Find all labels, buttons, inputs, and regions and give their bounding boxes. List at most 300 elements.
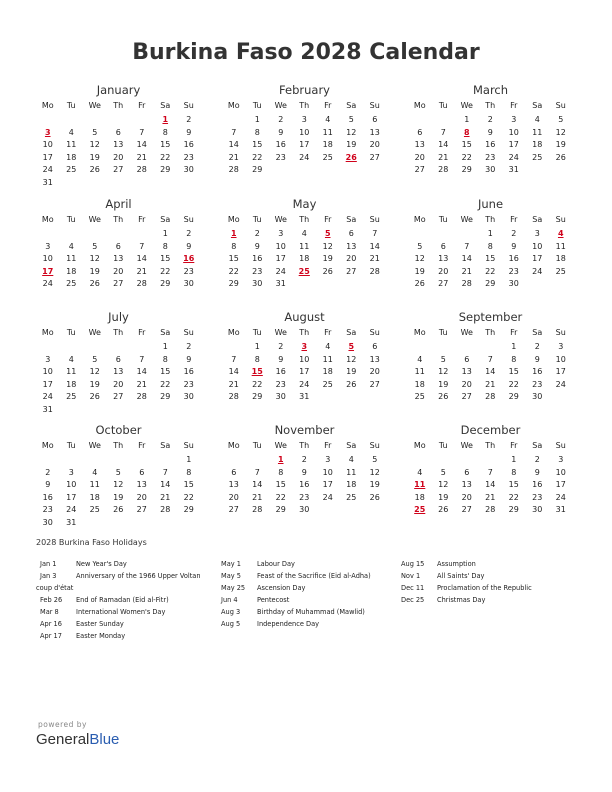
day-cell: 8 bbox=[487, 241, 493, 251]
week-row bbox=[36, 454, 201, 467]
page-title: Burkina Faso 2028 Calendar bbox=[132, 40, 480, 65]
holiday-date: Jan 1 bbox=[40, 560, 57, 568]
weekday-label: Su bbox=[369, 215, 380, 224]
weekday-label: Tu bbox=[66, 441, 76, 450]
holiday-name: Independence Day bbox=[257, 620, 320, 628]
day-cell: 8 bbox=[186, 467, 192, 477]
weekday-label: Fr bbox=[324, 215, 332, 224]
day-cell: 4 bbox=[348, 455, 354, 464]
day-cell: 16 bbox=[532, 367, 543, 376]
day-cell: 3 bbox=[45, 354, 51, 364]
day-cell: 11 bbox=[346, 467, 357, 477]
day-cell: 24 bbox=[42, 392, 53, 401]
day-cell: 15 bbox=[508, 480, 519, 489]
weekday-header bbox=[36, 438, 201, 454]
day-cell: 11 bbox=[322, 127, 333, 137]
holiday-date: Feb 26 bbox=[40, 596, 63, 604]
day-cell: 20 bbox=[113, 152, 124, 162]
day-cell: 24 bbox=[275, 266, 286, 276]
day-cell: 10 bbox=[42, 254, 53, 263]
day-cell: 1 bbox=[162, 229, 168, 238]
weekday-label: Tu bbox=[252, 328, 262, 337]
weekday-label: We bbox=[88, 215, 101, 224]
day-cell: 1 bbox=[162, 342, 168, 351]
day-cell: 27 bbox=[414, 165, 425, 174]
day-cell: 19 bbox=[89, 266, 100, 276]
day-cell: 25 bbox=[555, 266, 566, 276]
day-cell: 18 bbox=[555, 254, 566, 263]
generalblue-logo[interactable] bbox=[36, 731, 119, 748]
holiday-name: Christmas Day bbox=[437, 596, 486, 604]
empty-day-cell bbox=[293, 278, 317, 291]
week-row bbox=[222, 341, 387, 354]
day-cell: 1 bbox=[254, 342, 260, 351]
weekday-label: Tu bbox=[438, 101, 448, 110]
day-cell: 14 bbox=[136, 367, 147, 376]
day-cell: 7 bbox=[464, 241, 470, 251]
day-cell: 28 bbox=[438, 165, 449, 174]
month-august bbox=[222, 309, 387, 404]
day-cell: 8 bbox=[254, 354, 260, 364]
holiday-item bbox=[40, 630, 201, 642]
day-cell: 29 bbox=[183, 505, 194, 514]
weekday-label: Fr bbox=[510, 328, 518, 337]
day-cell: 31 bbox=[66, 517, 77, 527]
holiday-name: Birthday of Muhammad (Mawlid) bbox=[257, 608, 365, 616]
empty-day-cell bbox=[293, 164, 317, 177]
day-cell: 9 bbox=[186, 127, 192, 137]
day-cell: 26 bbox=[322, 266, 333, 276]
empty-day-cell bbox=[222, 114, 246, 127]
day-cell: 9 bbox=[45, 480, 51, 489]
holiday-item bbox=[401, 558, 532, 570]
day-cell: 25 bbox=[89, 505, 100, 514]
empty-day-cell bbox=[36, 114, 60, 127]
day-cell: 6 bbox=[440, 241, 446, 251]
day-cell: 20 bbox=[113, 266, 124, 276]
day-cell: 2 bbox=[278, 342, 284, 351]
weekday-label: Fr bbox=[510, 101, 518, 110]
day-cell: 1 bbox=[186, 455, 192, 464]
day-cell: 11 bbox=[66, 140, 77, 149]
empty-day-cell bbox=[549, 391, 573, 404]
day-cell: 6 bbox=[139, 467, 145, 477]
day-cell: 19 bbox=[89, 379, 100, 389]
day-cell: 22 bbox=[508, 379, 519, 389]
day-cell: 25 bbox=[346, 492, 357, 502]
weekday-label: Th bbox=[113, 215, 124, 224]
holiday-date: Aug 15 bbox=[401, 560, 425, 568]
day-cell: 8 bbox=[162, 241, 168, 251]
day-cell: 21 bbox=[228, 379, 239, 389]
empty-day-cell bbox=[60, 114, 84, 127]
weekday-label: Tu bbox=[66, 215, 76, 224]
empty-day-cell bbox=[154, 454, 178, 467]
day-cell: 23 bbox=[532, 492, 543, 502]
holiday-item bbox=[221, 618, 371, 630]
day-cell: 28 bbox=[485, 392, 496, 401]
day-cell: 17 bbox=[532, 254, 543, 263]
day-cell: 30 bbox=[183, 392, 194, 401]
day-cell: 12 bbox=[346, 354, 357, 364]
weekday-label: Th bbox=[113, 441, 124, 450]
empty-day-cell bbox=[154, 517, 178, 530]
day-cell: 22 bbox=[160, 379, 171, 389]
day-cell: 6 bbox=[348, 229, 354, 238]
holiday-day-cell: 8 bbox=[463, 127, 470, 137]
empty-day-cell bbox=[526, 164, 550, 177]
weekday-label: Mo bbox=[41, 101, 54, 110]
holiday-day-cell: 5 bbox=[348, 342, 355, 351]
month-name: May bbox=[292, 197, 317, 211]
empty-day-cell bbox=[83, 341, 107, 354]
empty-day-cell bbox=[130, 404, 154, 417]
week-row bbox=[36, 278, 201, 291]
week-row bbox=[408, 379, 573, 392]
weekday-header bbox=[222, 438, 387, 454]
day-cell: 12 bbox=[438, 367, 449, 376]
day-cell: 6 bbox=[231, 467, 237, 477]
day-cell: 18 bbox=[89, 492, 100, 502]
day-cell: 12 bbox=[89, 254, 100, 263]
weekday-label: Th bbox=[485, 441, 496, 450]
weekday-label: We bbox=[274, 328, 287, 337]
week-row bbox=[408, 492, 573, 505]
day-cell: 13 bbox=[136, 480, 147, 489]
week-row bbox=[222, 266, 387, 279]
holiday-item bbox=[36, 582, 201, 594]
month-february bbox=[222, 82, 387, 177]
weekday-label: Tu bbox=[438, 328, 448, 337]
month-name: July bbox=[108, 310, 129, 324]
day-cell: 3 bbox=[325, 455, 331, 464]
holiday-day-cell: 15 bbox=[251, 367, 263, 376]
day-cell: 7 bbox=[487, 354, 493, 364]
day-cell: 22 bbox=[461, 152, 472, 162]
week-row bbox=[408, 114, 573, 127]
day-cell: 3 bbox=[534, 229, 540, 238]
day-cell: 13 bbox=[228, 480, 239, 489]
weekday-label: We bbox=[88, 328, 101, 337]
weekday-label: Su bbox=[369, 441, 380, 450]
week-row bbox=[408, 228, 573, 241]
powered-by-text: powered by bbox=[38, 720, 87, 729]
week-row bbox=[408, 253, 573, 266]
holiday-date: Mar 8 bbox=[40, 608, 59, 616]
empty-day-cell bbox=[36, 228, 60, 241]
day-cell: 21 bbox=[461, 266, 472, 276]
day-cell: 14 bbox=[252, 480, 263, 489]
weekday-label: Sa bbox=[346, 441, 357, 450]
day-cell: 2 bbox=[45, 467, 51, 477]
day-cell: 29 bbox=[228, 279, 239, 288]
weekday-label: Fr bbox=[138, 328, 146, 337]
day-cell: 4 bbox=[68, 354, 74, 364]
day-cell: 8 bbox=[231, 241, 237, 251]
weekday-label: Mo bbox=[227, 101, 240, 110]
empty-day-cell bbox=[340, 504, 364, 517]
day-cell: 6 bbox=[372, 115, 378, 124]
day-cell: 28 bbox=[369, 266, 380, 276]
empty-day-cell bbox=[455, 341, 479, 354]
day-cell: 24 bbox=[299, 379, 310, 389]
empty-day-cell bbox=[340, 391, 364, 404]
week-row bbox=[408, 467, 573, 480]
day-cell: 5 bbox=[440, 467, 446, 477]
day-cell: 4 bbox=[68, 127, 74, 137]
week-row bbox=[36, 152, 201, 165]
day-cell: 10 bbox=[322, 467, 333, 477]
empty-day-cell bbox=[107, 404, 131, 417]
day-cell: 14 bbox=[461, 254, 472, 263]
empty-day-cell bbox=[526, 278, 550, 291]
weekday-label: Su bbox=[555, 215, 566, 224]
day-cell: 7 bbox=[231, 127, 237, 137]
day-cell: 2 bbox=[301, 455, 307, 464]
day-cell: 27 bbox=[369, 152, 380, 162]
day-cell: 30 bbox=[508, 279, 519, 288]
day-cell: 3 bbox=[45, 241, 51, 251]
week-row bbox=[36, 228, 201, 241]
weekday-label: We bbox=[460, 101, 473, 110]
day-cell: 20 bbox=[414, 152, 425, 162]
weekday-label: Tu bbox=[66, 328, 76, 337]
day-cell: 21 bbox=[160, 492, 171, 502]
weekday-label: Fr bbox=[324, 101, 332, 110]
weekday-label: Tu bbox=[438, 215, 448, 224]
day-cell: 12 bbox=[346, 127, 357, 137]
empty-day-cell bbox=[222, 454, 246, 467]
day-cell: 16 bbox=[532, 480, 543, 489]
day-cell: 29 bbox=[485, 279, 496, 288]
weekday-label: Sa bbox=[532, 328, 543, 337]
holiday-date: Jan 3 bbox=[40, 572, 57, 580]
holidays-title: 2028 Burkina Faso Holidays bbox=[36, 538, 147, 547]
day-cell: 8 bbox=[162, 127, 168, 137]
day-cell: 6 bbox=[115, 127, 121, 137]
week-row bbox=[36, 492, 201, 505]
holiday-item bbox=[40, 558, 201, 570]
month-name: November bbox=[274, 423, 335, 437]
weekday-label: Mo bbox=[413, 328, 426, 337]
weekday-label: Su bbox=[183, 215, 194, 224]
day-cell: 2 bbox=[534, 455, 540, 464]
empty-day-cell bbox=[36, 341, 60, 354]
weekday-label: Mo bbox=[227, 215, 240, 224]
day-cell: 15 bbox=[160, 140, 171, 149]
day-cell: 19 bbox=[438, 379, 449, 389]
empty-day-cell bbox=[340, 278, 364, 291]
weekday-header bbox=[222, 212, 387, 228]
week-row bbox=[408, 454, 573, 467]
empty-day-cell bbox=[130, 228, 154, 241]
day-cell: 28 bbox=[485, 505, 496, 514]
empty-day-cell bbox=[408, 341, 432, 354]
day-cell: 19 bbox=[113, 492, 124, 502]
day-cell: 14 bbox=[485, 367, 496, 376]
day-cell: 9 bbox=[254, 241, 260, 251]
day-cell: 5 bbox=[558, 115, 564, 124]
day-cell: 28 bbox=[160, 505, 171, 514]
day-cell: 18 bbox=[322, 367, 333, 376]
day-cell: 4 bbox=[68, 241, 74, 251]
day-cell: 30 bbox=[183, 165, 194, 174]
day-cell: 28 bbox=[228, 165, 239, 174]
day-cell: 31 bbox=[42, 404, 53, 414]
empty-day-cell bbox=[432, 454, 456, 467]
holiday-day-cell: 1 bbox=[162, 115, 169, 124]
weekday-label: Th bbox=[485, 101, 496, 110]
holiday-name: Easter Sunday bbox=[76, 620, 124, 628]
day-cell: 16 bbox=[42, 492, 53, 502]
day-cell: 26 bbox=[89, 392, 100, 401]
day-cell: 21 bbox=[485, 379, 496, 389]
empty-day-cell bbox=[83, 404, 107, 417]
day-cell: 17 bbox=[555, 367, 566, 376]
holiday-item bbox=[221, 606, 371, 618]
day-cell: 3 bbox=[278, 229, 284, 238]
day-cell: 13 bbox=[113, 140, 124, 149]
empty-day-cell bbox=[36, 454, 60, 467]
week-row bbox=[408, 164, 573, 177]
day-cell: 30 bbox=[275, 392, 286, 401]
day-cell: 13 bbox=[369, 127, 380, 137]
week-row bbox=[36, 379, 201, 392]
empty-day-cell bbox=[549, 278, 573, 291]
day-cell: 18 bbox=[532, 140, 543, 149]
day-cell: 6 bbox=[417, 127, 423, 137]
month-october bbox=[36, 422, 201, 529]
day-cell: 13 bbox=[113, 367, 124, 376]
day-cell: 9 bbox=[278, 127, 284, 137]
day-cell: 30 bbox=[485, 165, 496, 174]
empty-day-cell bbox=[83, 228, 107, 241]
day-cell: 29 bbox=[461, 165, 472, 174]
day-cell: 20 bbox=[369, 140, 380, 149]
empty-day-cell bbox=[177, 177, 201, 190]
month-may bbox=[222, 196, 387, 291]
day-cell: 15 bbox=[461, 140, 472, 149]
day-cell: 4 bbox=[534, 115, 540, 124]
holiday-day-cell: 11 bbox=[414, 480, 426, 489]
day-cell: 19 bbox=[346, 140, 357, 149]
weekday-label: Mo bbox=[413, 215, 426, 224]
day-cell: 15 bbox=[160, 367, 171, 376]
holiday-date: Aug 3 bbox=[221, 608, 241, 616]
day-cell: 17 bbox=[508, 140, 519, 149]
day-cell: 9 bbox=[186, 354, 192, 364]
weekday-label: Fr bbox=[510, 215, 518, 224]
day-cell: 15 bbox=[275, 480, 286, 489]
day-cell: 10 bbox=[532, 241, 543, 251]
holiday-name: International Women's Day bbox=[76, 608, 166, 616]
empty-day-cell bbox=[154, 404, 178, 417]
day-cell: 19 bbox=[346, 367, 357, 376]
weekday-label: We bbox=[274, 101, 287, 110]
weekday-label: Sa bbox=[346, 101, 357, 110]
holiday-date: May 5 bbox=[221, 572, 241, 580]
day-cell: 30 bbox=[42, 517, 53, 527]
day-cell: 19 bbox=[89, 152, 100, 162]
weekday-label: Th bbox=[113, 101, 124, 110]
day-cell: 22 bbox=[252, 152, 263, 162]
day-cell: 23 bbox=[183, 152, 194, 162]
empty-day-cell bbox=[130, 341, 154, 354]
weekday-label: Su bbox=[369, 101, 380, 110]
holiday-day-cell: 16 bbox=[183, 254, 195, 263]
day-cell: 22 bbox=[160, 152, 171, 162]
weekday-label: Th bbox=[299, 215, 310, 224]
day-cell: 25 bbox=[66, 392, 77, 401]
weekday-header bbox=[36, 212, 201, 228]
day-cell: 29 bbox=[252, 392, 263, 401]
day-cell: 18 bbox=[66, 379, 77, 389]
day-cell: 31 bbox=[299, 392, 310, 401]
week-row bbox=[408, 341, 573, 354]
day-cell: 6 bbox=[115, 354, 121, 364]
day-cell: 21 bbox=[136, 379, 147, 389]
month-march bbox=[408, 82, 573, 177]
holiday-item bbox=[40, 618, 201, 630]
day-cell: 16 bbox=[275, 140, 286, 149]
empty-day-cell bbox=[432, 341, 456, 354]
weekday-label: Mo bbox=[41, 215, 54, 224]
day-cell: 24 bbox=[42, 165, 53, 174]
day-cell: 1 bbox=[464, 115, 470, 124]
day-cell: 23 bbox=[532, 379, 543, 389]
month-name: April bbox=[105, 197, 132, 211]
weekday-label: Sa bbox=[160, 215, 171, 224]
day-cell: 10 bbox=[508, 127, 519, 137]
day-cell: 11 bbox=[414, 367, 425, 376]
empty-day-cell bbox=[177, 404, 201, 417]
day-cell: 15 bbox=[160, 254, 171, 263]
week-row bbox=[222, 139, 387, 152]
holiday-day-cell: 5 bbox=[324, 229, 331, 238]
month-november bbox=[222, 422, 387, 517]
day-cell: 10 bbox=[299, 127, 310, 137]
day-cell: 27 bbox=[136, 505, 147, 514]
day-cell: 26 bbox=[555, 152, 566, 162]
day-cell: 12 bbox=[414, 254, 425, 263]
holiday-name: Proclamation of the Republic bbox=[437, 584, 532, 592]
day-cell: 31 bbox=[508, 165, 519, 174]
week-row bbox=[222, 241, 387, 254]
week-row bbox=[36, 139, 201, 152]
holiday-day-cell: 3 bbox=[301, 342, 308, 351]
week-row bbox=[222, 391, 387, 404]
day-cell: 9 bbox=[278, 354, 284, 364]
day-cell: 29 bbox=[508, 505, 519, 514]
week-row bbox=[408, 241, 573, 254]
day-cell: 7 bbox=[254, 467, 260, 477]
week-row bbox=[222, 479, 387, 492]
day-cell: 19 bbox=[322, 254, 333, 263]
week-row bbox=[408, 278, 573, 291]
day-cell: 22 bbox=[485, 266, 496, 276]
day-cell: 17 bbox=[555, 480, 566, 489]
day-cell: 3 bbox=[68, 467, 74, 477]
weekday-label: We bbox=[88, 441, 101, 450]
day-cell: 2 bbox=[278, 115, 284, 124]
day-cell: 28 bbox=[228, 392, 239, 401]
day-cell: 7 bbox=[231, 354, 237, 364]
weekday-label: Mo bbox=[41, 328, 54, 337]
day-cell: 10 bbox=[555, 354, 566, 364]
day-cell: 17 bbox=[299, 140, 310, 149]
weekday-label: Tu bbox=[252, 441, 262, 450]
week-row bbox=[222, 366, 387, 379]
